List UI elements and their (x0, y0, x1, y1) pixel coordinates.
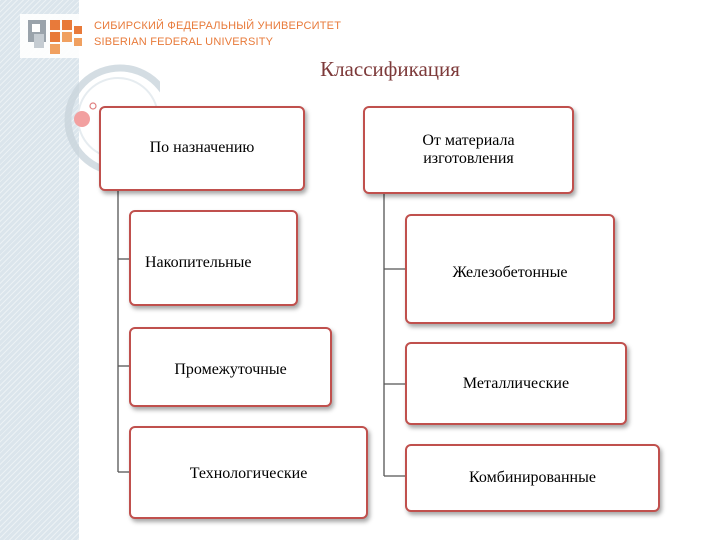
item-combined (405, 444, 660, 512)
item-technological-label: Технологические (189, 465, 308, 482)
item-technological (129, 426, 368, 519)
university-name-en: SIBERIAN FEDERAL UNIVERSITY (94, 36, 274, 48)
item-intermediate-label: Промежуточные (174, 361, 287, 378)
item-combined-label: Комбинированные (469, 468, 596, 486)
item-reinforced-concrete (405, 214, 615, 324)
group-header-purpose (99, 106, 305, 191)
diagram-title: Классификация (320, 57, 460, 81)
university-name-ru: СИБИРСКИЙ ФЕДЕРАЛЬНЫЙ УНИВЕРСИТЕТ (94, 20, 342, 32)
item-accumulating-label: Накопительные (145, 254, 252, 271)
group-header-material (363, 106, 574, 194)
group-header-purpose-label: По назначению (149, 139, 255, 157)
group-header-material-label: От материала изготовления (422, 131, 515, 167)
item-metallic-label: Металлические (462, 375, 570, 393)
item-accumulating (129, 210, 298, 306)
item-reinforced-concrete-label: Железобетонные (452, 263, 568, 281)
item-metallic (405, 342, 627, 425)
item-intermediate (129, 327, 332, 407)
